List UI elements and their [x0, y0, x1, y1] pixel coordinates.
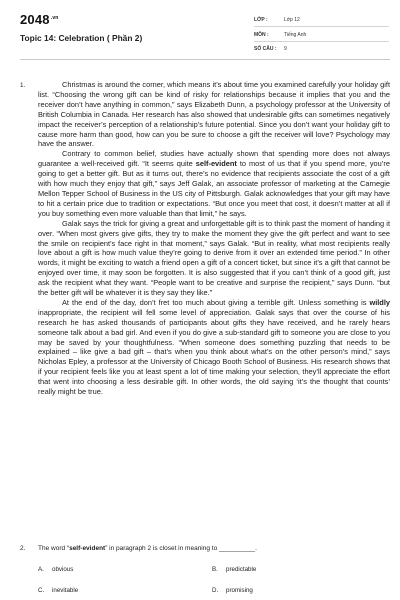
meta-value: Tiếng Anh — [284, 32, 307, 38]
question-stem — [38, 545, 388, 552]
passage-paragraph-2 — [38, 149, 390, 218]
paragraph-text: At the end of the day, don’t fret too much about giving a terrible gift. Unless something is — [62, 297, 370, 307]
option-a[interactable] — [38, 566, 73, 573]
passage-paragraph-3: Galak says the trick for giving a great and unforgettable gift is to think past the moment of handing it over. “When most givers give gifts, they try to make the moment they give the gift perfect and want to see the smile on recipient’s face right in that moment,” says Galak. “But in reality, what most recipients really love about a gift is how much value they’re going to derive from it over an extended time period.” In other words, it might be exciting to watch a friend open a gift of a concert ticket, but since it’s a gift that cannot be enjoyed over time, it may soon be forgotten. It is also suggested that if you can’t think of a good gift, just ask the recipient what they want. “People want to be creative and surprise the recipient,” says Dunn. “but the better gift will be whatever it is they say they like.” — [38, 218, 390, 298]
logo-text: 2048 — [20, 12, 50, 27]
passage-paragraph-1: Christmas is around the corner, which means it’s about time you examined carefully your holiday gift list. “Choosing the wrong gift can be kind of risky for relationships because it implies that you and the receiver don’t have anything in common,” says Elizabeth Dunn, a psychology professor at the University of British Columbia in Canada. Her research has also showed that undesirable gifts can sometimes negatively impact the receiver’s perception of a relationship’s future potential. Since you don’t want your holiday gift to cause more harm than good, how can you be sure to choose a gift the receiver will love? Psychology may have the answer. — [38, 80, 390, 149]
option-d[interactable] — [212, 587, 253, 594]
option-text: inevitable — [52, 587, 79, 594]
highlighted-word: wildly — [369, 297, 390, 307]
question-number: 2. — [20, 545, 26, 552]
meta-label: MÔN : — [254, 32, 269, 38]
highlighted-word: self-evident — [69, 545, 106, 552]
meta-value: Lớp 12 — [284, 17, 300, 23]
meta-value: 9 — [284, 46, 287, 52]
meta-class — [254, 17, 300, 23]
site-logo[interactable] — [20, 12, 59, 27]
paragraph-text: to most of us that if you spend more, you’re going to get a better gift. But as it turns out, there’s no evidence that recipients associate the cost of a gift with how much they enjoy that gift,” says Jeff Galak, an associate professor of marketing at the Carnegie Mellon Tepper School of Business in the US city of Pittsburgh. Galak acknowledges that your gift may have to hit a certain price due to tradition or expectations. “But once you meet that cost, it doesn’t matter at all if you buy something even more valuable than that limit,” he says. — [38, 159, 390, 218]
option-key: B. — [212, 566, 218, 573]
meta-divider — [254, 41, 389, 42]
option-text: promising — [226, 587, 253, 594]
question-number: 1. — [20, 82, 26, 89]
paragraph-text: inappropriate, the recipient will fell some level of appreciation. Galak says that over the course of his research he has asked thousands of participants about gifts they have received, and he rarely hears someone talk about a bad girl. And even if you do give a sub-standard gift to someone you are close to you may be saved by your thoughtfulness. “When someone does something puzzling that needs to be explained – like give a bad gift – that’s when you think about what’s on the other person’s mind,” says Nicholas Epley, a professor at the University of Chicago Booth School of Business. His research shows that if your recipient feels like you at least spent a lot of time making your selection, they’ll appreciate the effort that went into choosing a less desirable gift. In other words, the old saying ‘it’s the thought that counts’ really might be true. — [38, 307, 390, 397]
meta-divider — [254, 26, 389, 27]
stem-text: The word “ — [38, 545, 70, 552]
meta-subject — [254, 32, 307, 38]
reading-passage — [38, 80, 390, 397]
header-divider — [20, 59, 390, 60]
passage-paragraph-4 — [38, 298, 390, 397]
worksheet-header — [0, 0, 400, 62]
option-key: C. — [38, 587, 45, 594]
logo-suffix: .vn — [50, 14, 59, 21]
meta-label: LỚP : — [254, 17, 268, 23]
meta-count — [254, 46, 287, 52]
option-b[interactable] — [212, 566, 256, 573]
option-text: predictable — [226, 566, 257, 573]
option-key: A. — [38, 566, 44, 573]
stem-text: ” in paragraph 2 is closet in meaning to __________. — [105, 545, 257, 552]
option-key: D. — [212, 587, 219, 594]
topic-title: Topic 14: Celebration ( Phần 2) — [20, 33, 143, 43]
option-text: obvious — [52, 566, 74, 573]
paragraph-text: Contrary to common belief, studies have actually shown that spending more does not always guarantee a well-received gift. “It seems quite — [38, 149, 390, 169]
meta-label: SỐ CÂU : — [254, 46, 277, 52]
option-c[interactable] — [38, 587, 78, 594]
highlighted-word: self-evident — [195, 159, 237, 169]
